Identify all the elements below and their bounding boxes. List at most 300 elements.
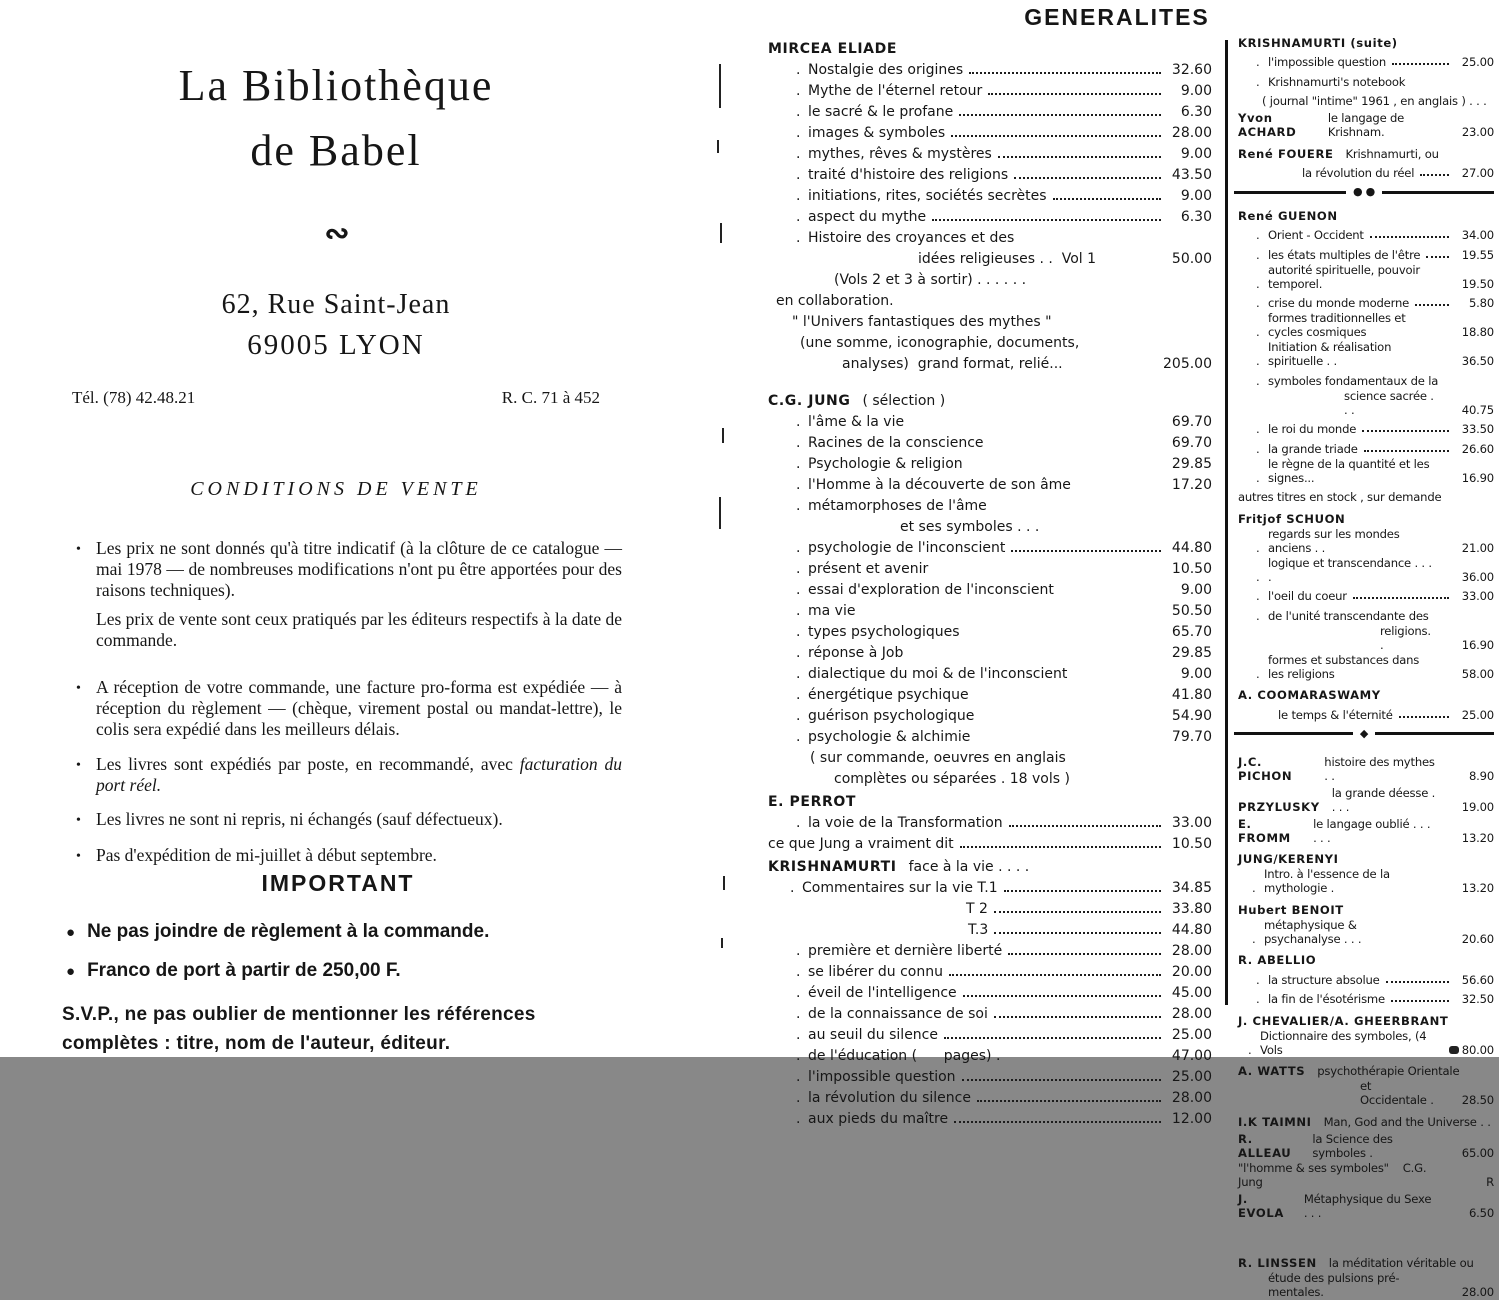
book-price: 80.00: [1461, 1042, 1494, 1057]
dot-leader: [954, 1121, 1161, 1123]
book-price: 20.60: [1461, 931, 1494, 946]
book-title: de l'unité transcendante des: [1268, 608, 1429, 623]
author-row: [1238, 1252, 1494, 1271]
book-row: [768, 1044, 1212, 1064]
dot-leader: [988, 93, 1161, 95]
column-divider-rule: [1225, 40, 1228, 1005]
bullet-dot-icon: .: [796, 666, 801, 682]
author-name: A. COOMARASWAMY: [1238, 688, 1381, 702]
shop-title-line2: de Babel: [250, 126, 422, 175]
bullet-dot-icon: .: [1248, 1042, 1252, 1057]
book-price: 65.00: [1461, 1145, 1494, 1160]
book-row: [1238, 224, 1494, 243]
dot-leader: [994, 932, 1161, 934]
book-title: de la connaissance de soi: [808, 1006, 988, 1022]
condition-item: [74, 845, 622, 866]
book-title: Psychologie & religion: [808, 456, 963, 472]
book-title: le règne de la quantité et les signes...: [1268, 456, 1433, 485]
book-price: 28.00: [1171, 1006, 1212, 1022]
book-row: [768, 578, 1212, 598]
condition-text: A réception de votre commande, une facture pro-forma est expédiée — à réception du règlement — (chèque, virement postal ou mandat-lettre), le colis sera expédié dans les meilleurs délais.: [96, 677, 622, 739]
author-name: Hubert BENOIT: [1238, 902, 1344, 917]
dot-leader: [994, 911, 1161, 913]
book-row: [1238, 457, 1494, 485]
bullet-dot-icon: .: [796, 687, 801, 703]
section-gap: [1238, 746, 1494, 752]
book-title: en collaboration.: [776, 293, 894, 309]
book-row: [768, 184, 1212, 204]
book-title: mythes, rêves & mystères: [808, 146, 992, 162]
dot-leader: [1391, 1000, 1449, 1002]
divider-ornament-icon: ◆: [1359, 726, 1369, 740]
condition-text: Les prix ne sont donnés qu'à titre indicatif (à la clôture de ce catalogue — mai 1978 — de nombreuses modifications n'ont pu être apportées pour des raisons techniques).: [96, 538, 622, 600]
book-price: 27.00: [1461, 166, 1494, 180]
book-price: 69.70: [1171, 414, 1212, 430]
dot-leader: [1426, 256, 1449, 258]
book-row: [768, 1107, 1212, 1127]
book-title: dialectique du moi & de l'inconscient: [808, 666, 1068, 682]
book-title: le sacré & le profane: [808, 104, 954, 120]
book-title: l'impossible question: [1268, 55, 1386, 69]
book-title: histoire des mythes . .: [1324, 754, 1439, 783]
book-title: métamorphoses de l'âme: [808, 498, 987, 514]
book-row: [768, 1023, 1212, 1043]
book-price: 19.50: [1461, 276, 1494, 291]
book-price: 10.50: [1171, 836, 1212, 852]
book-price: 10.50: [1171, 561, 1212, 577]
book-row: [768, 410, 1212, 430]
book-price: 32.60: [1171, 62, 1212, 78]
shop-title-line1: La Bibliothèque: [178, 61, 494, 110]
book-price: 32.50: [1461, 992, 1494, 1006]
book-row: [1238, 292, 1494, 311]
author-name: R. ALLEAU: [1238, 1131, 1292, 1160]
conditions-list: [74, 538, 622, 866]
book-price: 25.00: [1171, 1027, 1212, 1043]
book-row: [1238, 51, 1494, 70]
book-row: [768, 79, 1212, 99]
section-divider: [1234, 187, 1494, 197]
author-name: R. LINSSEN: [1238, 1256, 1317, 1270]
bullet-dot-icon: .: [796, 209, 801, 225]
bullet-dot-icon: .: [796, 624, 801, 640]
dot-leader: [1386, 981, 1449, 983]
dot-leader: [977, 1100, 1161, 1102]
dot-leader: [960, 846, 1161, 848]
important-heading: IMPORTANT: [261, 870, 415, 896]
author-name: C.G. JUNG: [768, 393, 851, 409]
book-row: [1238, 311, 1494, 339]
book-title: aux pieds du maître: [808, 1111, 949, 1127]
author-row: [1238, 1192, 1494, 1220]
book-price: 9.00: [1180, 146, 1212, 162]
book-row: [768, 981, 1212, 1001]
book-title: les états multiples de l'être: [1268, 247, 1421, 262]
book-price: 47.00: [1171, 1048, 1212, 1064]
author-row: [1238, 817, 1494, 845]
book-price: 6.30: [1180, 104, 1212, 120]
important-text: Ne pas joindre de règlement à la commande.: [87, 921, 490, 942]
conditions-heading: CONDITIONS DE VENTE: [190, 478, 482, 500]
author-row: [768, 855, 1212, 875]
book-title: guérison psychologique: [808, 708, 975, 724]
book-title: énergétique psychique: [808, 687, 969, 703]
book-price: 8.90: [1468, 768, 1494, 783]
bullet-icon: •: [76, 849, 81, 864]
author-name: MIRCEA ELIADE: [768, 41, 897, 57]
scan-mark: [719, 497, 721, 529]
book-price: 6.50: [1468, 1205, 1494, 1220]
book-price: 26.60: [1461, 441, 1494, 456]
bullet-dot-icon: .: [1256, 540, 1260, 555]
dot-leader: [998, 156, 1161, 158]
book-price: 69.70: [1171, 435, 1212, 451]
book-title: Intro. à l'essence de la mythologie .: [1264, 867, 1394, 895]
bullet-dot-icon: .: [796, 582, 801, 598]
book-title: le roi du monde: [1268, 422, 1357, 436]
dot-leader: [949, 974, 1161, 976]
book-price: 33.00: [1171, 815, 1212, 831]
book-title: étude des pulsions pré-mentales.: [1268, 1271, 1400, 1299]
author-row: [768, 790, 1212, 810]
book-title: autres titres en stock , sur demande: [1238, 490, 1442, 504]
book-title: ma vie: [808, 603, 856, 619]
condition-item: [74, 538, 622, 601]
book-title: Krishnamurti's notebook: [1268, 74, 1406, 89]
book-price: 25.00: [1171, 1069, 1212, 1085]
author-name: A. WATTS: [1238, 1064, 1306, 1078]
book-row: [768, 515, 1212, 535]
bullet-dot-icon: .: [1256, 247, 1260, 262]
important-item: [62, 921, 614, 943]
book-title: "l'homme & ses symboles" C.G. Jung: [1238, 1160, 1430, 1189]
book-price: 6.30: [1180, 209, 1212, 225]
bullet-dot-icon: .: [796, 603, 801, 619]
book-price: 34.00: [1461, 228, 1494, 242]
dot-leader: [969, 72, 1161, 74]
condition-text: Les prix de vente sont ceux pratiqués par les éditeurs respectifs à la date de commande.: [96, 609, 622, 650]
book-price: 50.50: [1171, 603, 1212, 619]
book-title: symboles fondamentaux de la: [1268, 373, 1439, 388]
author-row: [1238, 949, 1494, 968]
bullet-dot-icon: .: [796, 456, 801, 472]
book-row: [768, 960, 1212, 980]
dot-leader: [1420, 174, 1449, 176]
book-title: types psychologiques: [808, 624, 960, 640]
svp-note: S.V.P., ne pas oublier de mentionner les références complètes : titre, nom de l'auteur, éditeur.: [62, 1004, 536, 1054]
dot-leader: [1364, 450, 1449, 452]
book-price: 40.75: [1461, 402, 1494, 417]
book-title: aspect du mythe: [808, 209, 927, 225]
bullet-dot-icon: .: [1256, 228, 1260, 242]
registry-number: R. C. 71 à 452: [501, 388, 600, 407]
book-title: et Occidentale .: [1360, 1079, 1434, 1107]
book-title: et ses symboles . . .: [900, 519, 1040, 535]
book-title: T.3: [968, 922, 989, 938]
book-title: initiations, rites, sociétés secrètes: [808, 188, 1047, 204]
book-title: la voie de la Transformation: [808, 815, 1003, 831]
book-price: 79.70: [1171, 729, 1212, 745]
book-row: [768, 662, 1212, 682]
book-row: [768, 620, 1212, 640]
book-row: [1238, 604, 1494, 623]
book-title: crise du monde moderne: [1268, 296, 1410, 310]
author-row: [1238, 1009, 1494, 1028]
important-text: Franco de port à partir de 250,00 F.: [87, 960, 401, 981]
book-row: [768, 494, 1212, 514]
book-price: 36.50: [1461, 354, 1494, 368]
author-row: [1238, 848, 1494, 867]
book-row: [1238, 437, 1494, 456]
condition-item: [74, 609, 622, 651]
author-row: [1238, 1132, 1494, 1160]
book-title: le langage de Krishnam.: [1327, 111, 1408, 139]
dot-leader: [1362, 430, 1449, 432]
book-price: R: [1486, 1174, 1494, 1189]
book-price: 54.90: [1171, 708, 1212, 724]
dot-leader: [959, 114, 1161, 116]
book-price: 16.90: [1461, 637, 1494, 652]
author-name: E. FROMM: [1238, 816, 1291, 845]
book-title: T 2: [966, 901, 988, 917]
dot-leader: [963, 995, 1161, 997]
bullet-dot-icon: .: [1256, 373, 1260, 388]
book-row: [768, 832, 1212, 852]
bullet-dot-icon: .: [1256, 441, 1260, 456]
book-row: [1238, 988, 1494, 1007]
bullet-dot-icon: .: [1256, 325, 1260, 339]
book-price: 33.50: [1461, 422, 1494, 436]
book-row: [768, 725, 1212, 745]
book-title: ce que Jung a vraiment dit: [768, 836, 954, 852]
bullet-dot-icon: .: [796, 435, 801, 451]
book-row: [768, 431, 1212, 451]
book-row: [768, 473, 1212, 493]
bullet-dot-icon: .: [796, 964, 801, 980]
bullet-dot-icon: .: [1256, 296, 1260, 310]
author-row: [768, 37, 1212, 57]
book-row: [768, 289, 1212, 309]
book-price: 43.50: [1171, 167, 1212, 183]
book-row: [1238, 486, 1494, 505]
dot-leader: [1008, 953, 1161, 955]
author-name: J. CHEVALIER/A. GHEERBRANT: [1238, 1013, 1449, 1028]
book-title: la révolution du silence: [808, 1090, 971, 1106]
bullet-icon: •: [76, 813, 81, 828]
bullet-dot-icon: .: [796, 104, 801, 120]
bullet-dot-icon: .: [796, 414, 801, 430]
scan-mark: [719, 64, 721, 108]
bullet-dot-icon: .: [796, 708, 801, 724]
bullet-icon: •: [76, 758, 81, 773]
author-row: [1238, 111, 1494, 139]
book-price: 9.00: [1180, 83, 1212, 99]
book-title: psychothérapie Orientale: [1317, 1064, 1460, 1078]
author-name: I.K TAIMNI: [1238, 1114, 1312, 1129]
condition-text: Les livres sont expédiés par poste, en recommandé, avec: [96, 754, 520, 774]
author-name: Yvon ACHARD: [1238, 111, 1297, 139]
book-title: ( sur commande, oeuvres en anglais: [810, 750, 1066, 766]
bullet-dot-icon: .: [796, 477, 801, 493]
dot-leader: [1009, 825, 1161, 827]
book-row: [768, 746, 1212, 766]
book-row: [1238, 369, 1494, 388]
bullet-dot-icon: .: [796, 985, 801, 1001]
book-price: 33.80: [1171, 901, 1212, 917]
book-title: essai d'exploration de l'inconscient: [808, 582, 1054, 598]
book-title: Racines de la conscience: [808, 435, 984, 451]
book-row: [1238, 867, 1494, 895]
bullet-dot-icon: .: [790, 880, 795, 896]
author-row: [768, 389, 1212, 409]
book-title: ( sélection ): [862, 393, 946, 409]
author-row: [1238, 684, 1494, 703]
book-row: [768, 767, 1212, 787]
book-row: [768, 557, 1212, 577]
book-title: se libérer du connu: [808, 964, 943, 980]
author-name: J.C. PICHON: [1238, 754, 1293, 783]
book-price: 29.85: [1171, 456, 1212, 472]
author-name: René GUENON: [1238, 208, 1338, 223]
book-row: [768, 1002, 1212, 1022]
book-row: [1238, 340, 1494, 368]
divider-line: [1234, 191, 1346, 194]
bullet-dot-icon: .: [796, 62, 801, 78]
bullet-dot-icon: .: [1256, 354, 1260, 368]
book-row: [768, 536, 1212, 556]
bullet-icon: •: [76, 681, 81, 696]
author-row: [1238, 898, 1494, 917]
book-row: [768, 331, 1212, 351]
catalog-column-right: [1238, 28, 1494, 1300]
book-row: [1238, 1271, 1494, 1299]
book-title: ( journal "intime" 1961 , en anglais ) . . .: [1262, 94, 1487, 108]
phone-number: Tél. (78) 42.48.21: [72, 388, 196, 407]
address-street: 62, Rue Saint-Jean: [221, 289, 451, 320]
dot-leader: [1415, 304, 1449, 306]
condition-text: Pas d'expédition de mi-juillet à début septembre.: [96, 845, 437, 865]
bullet-dot-icon: .: [1256, 422, 1260, 436]
book-price: 33.00: [1461, 589, 1494, 603]
dot-leader: [962, 1079, 1161, 1081]
book-title: Krishnamurti, ou: [1345, 146, 1439, 161]
section-gap: [1238, 1221, 1494, 1249]
book-price: 25.00: [1461, 55, 1494, 69]
book-row: [768, 641, 1212, 661]
book-price: 45.00: [1171, 985, 1212, 1001]
important-item: [62, 960, 614, 982]
book-title: éveil de l'intelligence: [808, 985, 957, 1001]
book-price: 28.00: [1461, 1285, 1494, 1299]
book-title: formes traditionnelles et cycles cosmiques: [1268, 311, 1410, 339]
book-row: [768, 897, 1212, 917]
book-title: " l'Univers fantastiques des mythes ": [792, 314, 1052, 330]
book-price: 25.00: [1461, 707, 1494, 722]
bullet-dot-icon: .: [1256, 470, 1260, 485]
book-row: [768, 58, 1212, 78]
book-price: 41.80: [1171, 687, 1212, 703]
book-title: (une somme, iconographie, documents,: [800, 335, 1080, 351]
author-row: [1238, 755, 1494, 783]
book-row: [768, 811, 1212, 831]
book-price: 19.00: [1461, 799, 1494, 814]
book-title: de l'éducation ( pages) .: [808, 1048, 1001, 1064]
bullet-dot-icon: .: [1256, 569, 1260, 584]
bullet-dot-icon: .: [796, 83, 801, 99]
book-price: 36.00: [1461, 569, 1494, 584]
book-row: [768, 1065, 1212, 1085]
book-row: [1238, 624, 1494, 652]
dot-leader: [1399, 716, 1449, 718]
book-title: Histoire des croyances et des: [808, 230, 1015, 246]
bullet-dot-icon: .: [796, 540, 801, 556]
author-row: [1238, 31, 1494, 50]
book-row: [1238, 418, 1494, 437]
dot-leader: [1353, 597, 1449, 599]
book-price: 9.00: [1180, 582, 1212, 598]
book-row: [1238, 243, 1494, 262]
book-price: 20.00: [1171, 964, 1212, 980]
bullet-icon: •: [76, 542, 81, 557]
author-name: JUNG/KERENYI: [1238, 852, 1339, 866]
book-title: psychologie & alchimie: [808, 729, 971, 745]
book-price: 205.00: [1163, 356, 1212, 372]
book-title: science sacrée . . .: [1344, 388, 1438, 417]
book-row: [1238, 1079, 1494, 1107]
dot-leader: [1370, 236, 1449, 238]
divider-line: [1234, 732, 1353, 735]
bullet-dot-icon: .: [796, 561, 801, 577]
author-name: Fritjof SCHUON: [1238, 511, 1346, 526]
book-title: Mythe de l'éternel retour: [808, 83, 983, 99]
bullet-dot-icon: .: [1256, 666, 1260, 681]
bullet-icon: ●: [66, 963, 76, 980]
book-title: religions. .: [1380, 623, 1435, 652]
bullet-dot-icon: .: [796, 1027, 801, 1043]
book-row: [1238, 70, 1494, 89]
dot-leader: [994, 1016, 1161, 1018]
author-row: [1238, 507, 1494, 526]
book-row: [768, 599, 1212, 619]
book-title: face à la vie . . . .: [908, 859, 1030, 875]
book-title: la grande déesse . . . .: [1331, 785, 1439, 814]
bullet-dot-icon: .: [796, 125, 801, 141]
bullet-dot-icon: .: [796, 943, 801, 959]
condition-text-italic: facturation du port réel.: [96, 754, 622, 795]
book-price: 28.00: [1171, 125, 1212, 141]
book-price: 21.00: [1461, 540, 1494, 555]
book-title: Man, God and the Universe . .: [1323, 1114, 1491, 1129]
book-row: [1238, 653, 1494, 681]
book-price: 18.80: [1461, 325, 1494, 339]
book-price: 34.85: [1171, 880, 1212, 896]
book-price: 29.85: [1171, 645, 1212, 661]
book-title: formes et substances dans les religions: [1268, 652, 1423, 681]
book-title: Initiation & réalisation spirituelle . .: [1268, 340, 1395, 368]
book-row: [768, 452, 1212, 472]
bullet-dot-icon: .: [796, 146, 801, 162]
author-name: René FOUERE: [1238, 146, 1334, 161]
book-title: l'Homme à la découverte de son âme: [808, 477, 1071, 493]
book-row: [768, 163, 1212, 183]
book-row: [768, 918, 1212, 938]
book-row: [768, 683, 1212, 703]
book-price: 28.50: [1461, 1093, 1494, 1107]
book-title: psychologie de l'inconscient: [808, 540, 1006, 556]
dot-leader: [1014, 177, 1161, 179]
section-gap: [768, 373, 1212, 386]
bullet-dot-icon: .: [1256, 55, 1260, 69]
